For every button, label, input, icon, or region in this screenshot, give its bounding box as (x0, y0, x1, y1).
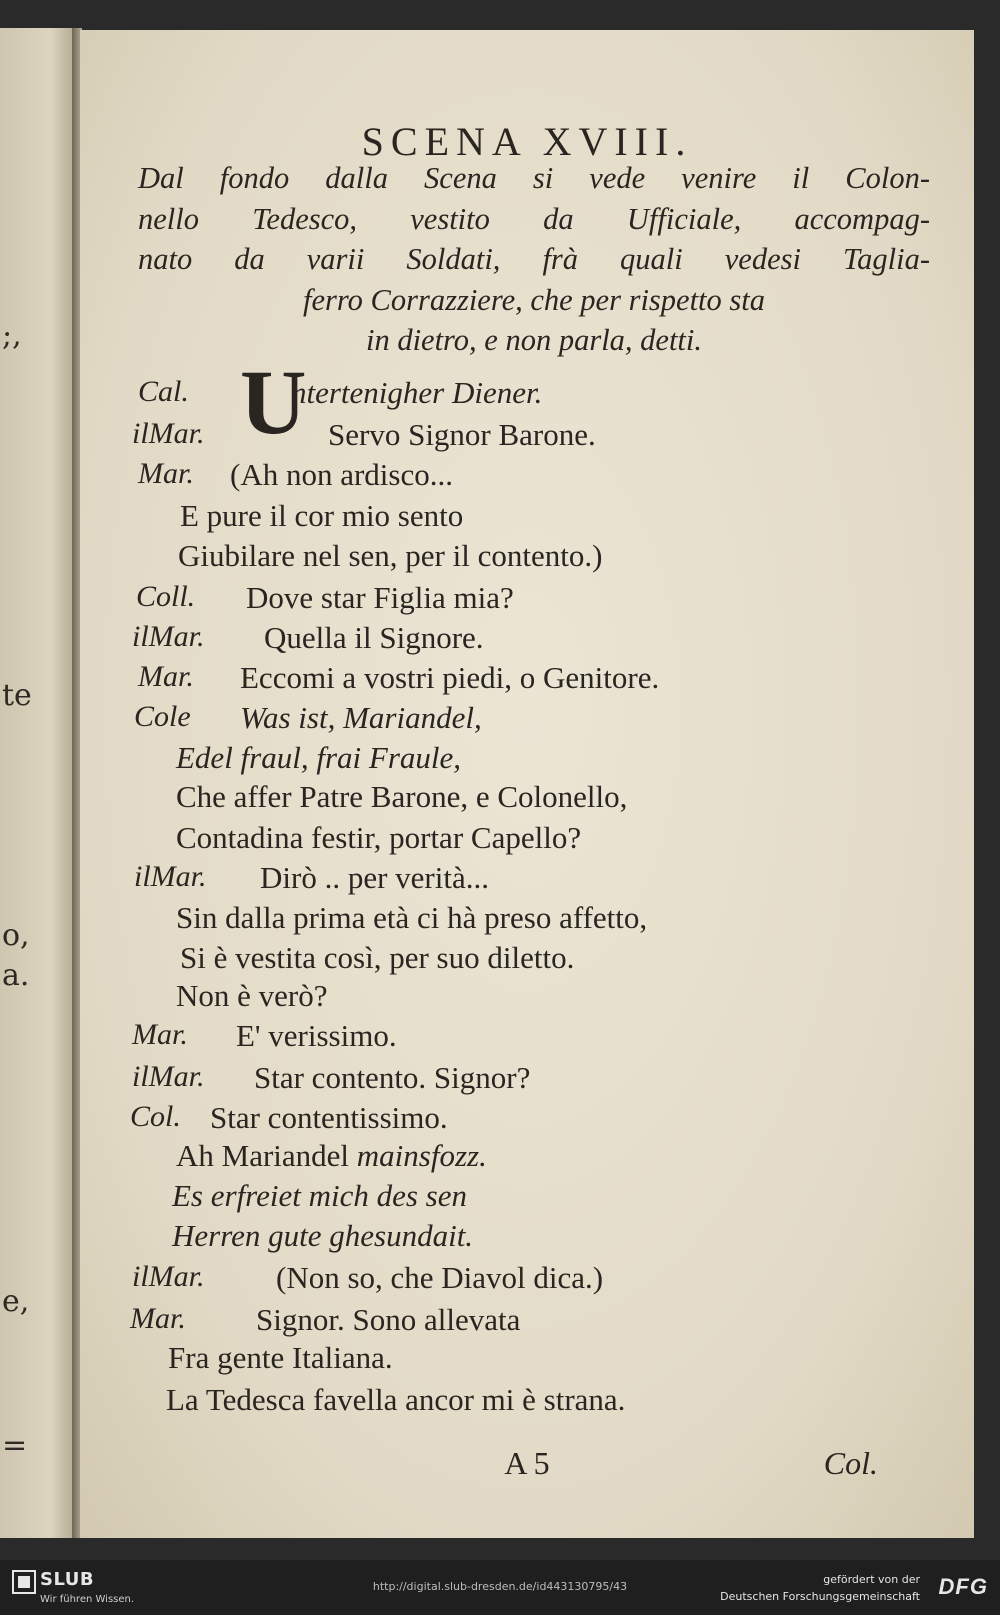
right-page (80, 30, 974, 1538)
speaker-name: ilMar. (134, 860, 207, 893)
stage-direction-line: in dietro, e non parla, detti. (365, 323, 703, 357)
speaker-name: Cole (134, 700, 191, 733)
speaker-name: ilMar. (132, 1260, 205, 1293)
left-page-fragment: te (2, 678, 32, 713)
dialogue-line: (Ah non ardisco... (230, 457, 453, 492)
drop-capital: U (240, 351, 307, 453)
dialogue-line: Non è verò? (176, 978, 328, 1013)
dfg-logo: DFG (938, 1574, 988, 1599)
funding-line-1: gefördert von der (823, 1573, 920, 1586)
dialogue-line: Star contento. Signor? (254, 1060, 531, 1095)
printer-signature: A 5 (504, 1445, 550, 1481)
dialogue-line: Dove star Figlia mia? (246, 580, 514, 615)
left-page-fragment: e, (2, 1284, 30, 1319)
dialogue-line: Si è vestita così, per suo diletto. (180, 940, 575, 975)
dialogue-line: Che affer Patre Barone, e Colonello, (176, 779, 628, 814)
dialogue-line: Fra gente Italiana. (168, 1340, 393, 1375)
dialogue-line: Contadina festir, portar Capello? (176, 820, 582, 855)
dialogue-line-tail: mainsfozz. (349, 1138, 487, 1173)
dialogue-line: E pure il cor mio sento (180, 498, 464, 533)
speaker-name: Col. (130, 1100, 181, 1133)
speaker-name: Mar. (130, 1302, 186, 1335)
left-page-fragment: a. (2, 958, 30, 993)
permalink-url[interactable]: http://digital.slub-dresden.de/id443130795/43 (372, 1580, 628, 1593)
speaker-name: Mar. (138, 457, 194, 490)
stage-direction-line: nello Tedesco, vestito da Ufficiale, accompag- (138, 201, 930, 236)
speaker-name: Coll. (136, 580, 196, 613)
catchword: Col. (823, 1445, 878, 1481)
stage-direction-line: ferro Corrazziere, che per rispetto sta (303, 282, 765, 317)
stage-direction-line: Dal fondo dalla Scena si vede venire il Colon- (138, 161, 930, 195)
stage-direction (138, 158, 930, 361)
dialogue-line: (Non so, che Diavol dica.) (276, 1260, 604, 1295)
stage-direction-line: nato da varii Soldati, frà quali vedesi Taglia- (138, 242, 930, 276)
dialogue-line: Ah Mariandel mainsfozz. (176, 1138, 487, 1173)
dialogue-line: Eccomi a vostri piedi, o Genitore. (240, 660, 660, 695)
left-page-fragment: o, (2, 918, 30, 953)
dialogue-line: ntertenigher Diener. (291, 375, 543, 410)
dialogue-line: Star contentissimo. (210, 1100, 448, 1135)
dialogue-line: Signor. Sono allevata (256, 1302, 521, 1337)
speaker-name: ilMar. (132, 1060, 205, 1093)
dialogue-line: Edel fraul, frai Fraule, (176, 740, 462, 775)
dialogue-line: Was ist, Mariandel, (240, 700, 482, 735)
speaker-name: Mar. (132, 1018, 188, 1051)
speaker-name: ilMar. (132, 620, 205, 653)
left-page-fragment: ;, (2, 318, 22, 353)
speaker-name: Cal. (138, 375, 189, 408)
funding-line-2: Deutschen Forschungsgemeinschaft (720, 1590, 920, 1603)
left-page-edge (0, 28, 72, 1538)
left-page-fragment: = (2, 1428, 28, 1463)
dialogue-line: E' verissimo. (236, 1018, 397, 1053)
dialogue-line: Es erfreiet mich des sen (172, 1178, 467, 1213)
dialogue-line: Servo Signor Barone. (328, 417, 596, 452)
slub-tagline: Wir führen Wissen. (40, 1594, 135, 1605)
dialogue-line: Dirò .. per verità... (260, 860, 489, 895)
slub-logo-name: SLUB (40, 1569, 95, 1590)
speaker-name: Mar. (138, 660, 194, 693)
dialogue-line: Giubilare nel sen, per il contento.) (178, 538, 603, 573)
dialogue-line: La Tedesca favella ancor mi è strana. (166, 1382, 626, 1417)
dialogue-line: Sin dalla prima età ci hà preso affetto, (176, 900, 648, 935)
speaker-name: ilMar. (132, 417, 205, 450)
dialogue-line: Quella il Signore. (264, 620, 484, 655)
dialogue-line: Herren gute ghesundait. (172, 1218, 474, 1253)
viewer-footer (0, 1560, 1000, 1615)
scene-title: SCENA XVIII. (361, 119, 693, 164)
